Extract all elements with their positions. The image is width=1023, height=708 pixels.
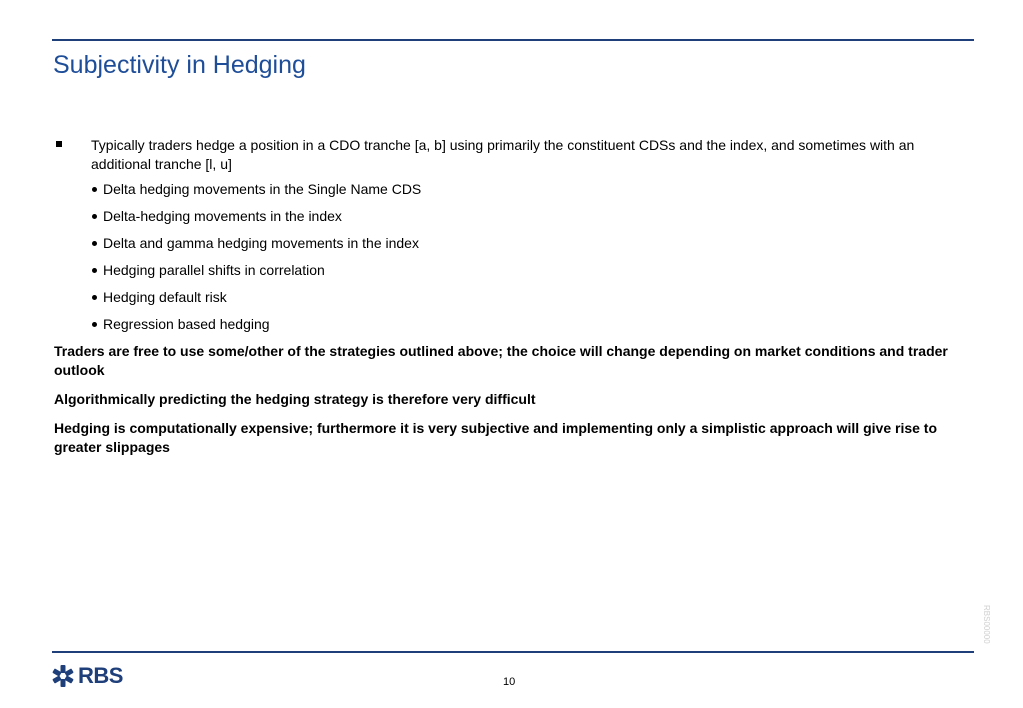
- top-divider: [52, 39, 974, 41]
- list-item-text: Regression based hedging: [103, 316, 270, 332]
- list-item-text: Delta and gamma hedging movements in the index: [103, 235, 419, 251]
- square-bullet-icon: [56, 141, 62, 147]
- dot-bullet-icon: [92, 268, 97, 273]
- list-item: [91, 180, 969, 207]
- statement-prediction-difficulty: Algorithmically predicting the hedging strategy is therefore very difficult: [54, 391, 536, 407]
- bottom-divider: [52, 651, 974, 653]
- main-bullet: [54, 136, 969, 174]
- hedging-strategies-list: [91, 180, 969, 342]
- dot-bullet-icon: [92, 187, 97, 192]
- list-item-text: Delta hedging movements in the Single Name CDS: [103, 181, 422, 197]
- list-item: [91, 234, 969, 261]
- list-item-text: Hedging default risk: [103, 289, 227, 305]
- rbs-logo: [52, 665, 123, 687]
- dot-bullet-icon: [92, 241, 97, 246]
- side-reference-code: RBS00000: [982, 605, 991, 644]
- slide-content: [54, 136, 969, 467]
- list-item: [91, 315, 969, 342]
- list-item: [91, 261, 969, 288]
- list-item: [91, 207, 969, 234]
- statement-computational-cost: Hedging is computationally expensive; furthermore it is very subjective and implementing only a simplistic approach will give rise to greater slippages: [54, 420, 938, 455]
- main-bullet-text: Typically traders hedge a position in a CDO tranche [a, b] using primarily the constituent CDSs and the index, and sometimes with an additional tranche [l, u]: [91, 137, 915, 172]
- list-item-text: Hedging parallel shifts in correlation: [103, 262, 325, 278]
- rbs-daisy-wheel-icon: [52, 665, 74, 687]
- dot-bullet-icon: [92, 295, 97, 300]
- statement-strategies-choice: Traders are free to use some/other of the strategies outlined above; the choice will change depending on market conditions and trader outlook: [54, 343, 948, 378]
- slide-title: Subjectivity in Hedging: [53, 51, 306, 79]
- list-item-text: Delta-hedging movements in the index: [103, 208, 342, 224]
- dot-bullet-icon: [92, 322, 97, 327]
- dot-bullet-icon: [92, 214, 97, 219]
- page-number: 10: [503, 676, 516, 688]
- list-item: [91, 288, 969, 315]
- logo-text: RBS: [78, 663, 123, 688]
